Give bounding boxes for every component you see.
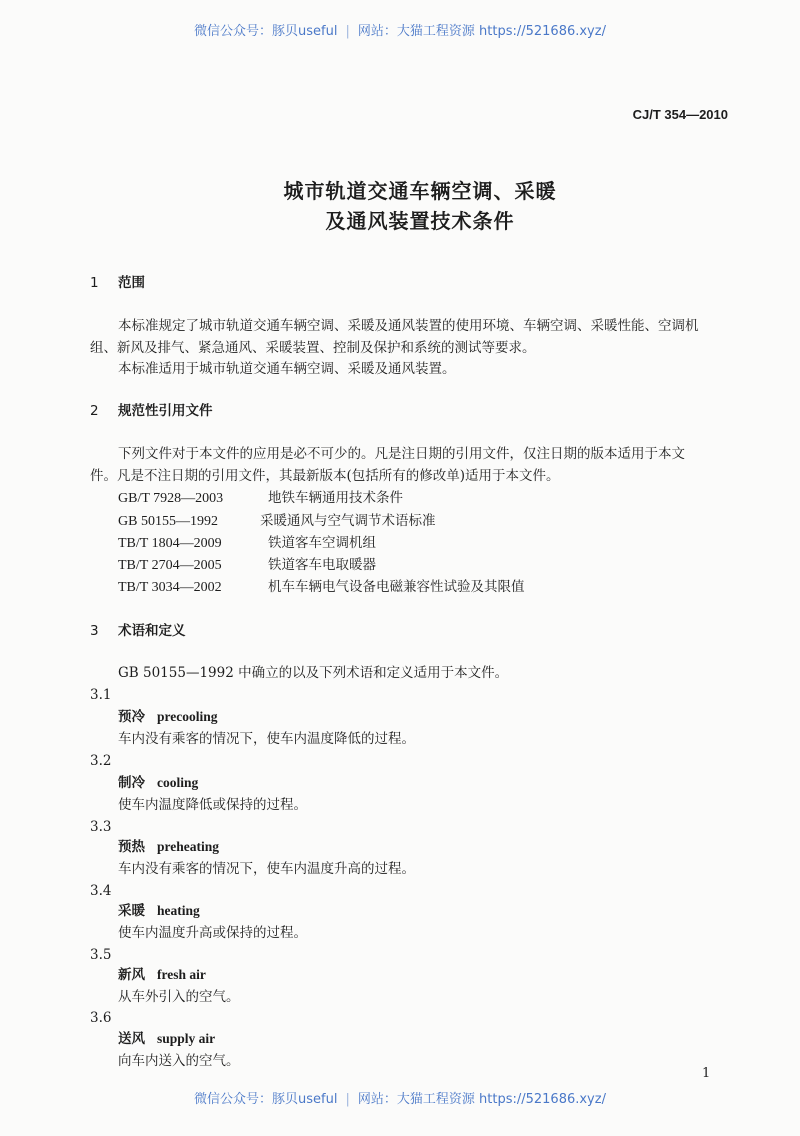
term-number: 3.6 <box>90 1010 112 1026</box>
term-number: 3.5 <box>90 947 112 963</box>
term-zh: 送风 <box>118 1031 145 1047</box>
term-zh: 预热 <box>118 839 145 855</box>
term-definition: 车内没有乘客的情况下，使车内温度升高的过程。 <box>118 861 415 877</box>
watermark-footer <box>0 1088 800 1107</box>
reference-item <box>118 489 403 508</box>
reference-title: 机车车辆电气设备电磁兼容性试验及其限值 <box>268 579 525 595</box>
term-definition: 向车内送入的空气。 <box>118 1053 240 1069</box>
section-intro: GB 50155—1992 中确立的以及下列术语和定义适用于本文件。 <box>118 665 509 681</box>
reference-code: TB/T 1804—2009 <box>118 536 222 551</box>
term-zh: 采暖 <box>118 903 145 919</box>
watermark-separator: | <box>345 1092 350 1107</box>
term-en: cooling <box>157 775 199 790</box>
reference-item <box>118 578 525 597</box>
term-heading <box>118 1030 215 1048</box>
section-title: 术语和定义 <box>118 623 186 639</box>
term-number: 3.4 <box>90 883 112 899</box>
term-heading <box>118 966 206 984</box>
watermark-separator: | <box>345 24 350 39</box>
reference-item <box>118 556 376 575</box>
paragraph-line: 件。凡是不注日期的引用文件，其最新版本(包括所有的修改单)适用于本文件。 <box>90 468 560 484</box>
reference-item <box>118 534 376 553</box>
term-number: 3.1 <box>90 687 112 703</box>
term-en: heating <box>157 903 200 918</box>
page-number: 1 <box>702 1066 711 1081</box>
term-en: fresh air <box>157 967 206 982</box>
term-number: 3.3 <box>90 819 112 835</box>
section-title: 范围 <box>118 275 145 291</box>
paragraph-line: 本标准规定了城市轨道交通车辆空调、采暖及通风装置的使用环境、车辆空调、采暖性能、空调机 <box>118 318 699 334</box>
term-heading <box>118 838 219 856</box>
reference-code: GB/T 7928—2003 <box>118 491 224 506</box>
term-definition: 车内没有乘客的情况下，使车内温度降低的过程。 <box>118 731 415 747</box>
watermark-left: 微信公众号：豚贝useful <box>194 24 338 39</box>
section-number: 3 <box>90 623 99 639</box>
term-en: preheating <box>157 839 220 854</box>
document-title-line-2: 及通风装置技术条件 <box>325 209 515 233</box>
term-zh: 制冷 <box>118 775 145 791</box>
watermark-right: 网站：大猫工程资源 https://521686.xyz/ <box>357 24 606 39</box>
term-en: supply air <box>157 1031 216 1046</box>
section-title: 规范性引用文件 <box>118 403 213 419</box>
reference-item <box>118 512 436 531</box>
watermark-right: 网站：大猫工程资源 https://521686.xyz/ <box>357 1092 606 1107</box>
term-definition: 从车外引入的空气。 <box>118 989 240 1005</box>
term-zh: 预冷 <box>118 709 145 725</box>
section-heading-3 <box>90 622 186 640</box>
standard-number: CJ/T 354—2010 <box>632 107 728 122</box>
reference-title: 采暖通风与空气调节术语标准 <box>260 513 436 529</box>
reference-code: TB/T 3034—2002 <box>118 580 222 595</box>
term-definition: 使车内温度升高或保持的过程。 <box>118 925 307 941</box>
watermark-left: 微信公众号：豚贝useful <box>194 1092 338 1107</box>
term-zh: 新风 <box>118 967 145 983</box>
section-number: 2 <box>90 403 99 419</box>
term-heading <box>118 902 200 920</box>
section-heading-2 <box>90 402 213 420</box>
section-heading-1 <box>90 274 145 292</box>
reference-title: 地铁车辆通用技术条件 <box>268 490 403 506</box>
paragraph-line: 下列文件对于本文件的应用是必不可少的。凡是注日期的引用文件，仅注日期的版本适用于本文 <box>118 446 685 462</box>
paragraph-line: 本标准适用于城市轨道交通车辆空调、采暖及通风装置。 <box>118 361 456 377</box>
term-en: precooling <box>157 709 218 724</box>
reference-title: 铁道客车空调机组 <box>268 535 376 551</box>
document-title-line-1: 城市轨道交通车辆空调、采暖 <box>283 179 557 203</box>
reference-code: GB 50155—1992 <box>118 514 218 529</box>
term-definition: 使车内温度降低或保持的过程。 <box>118 797 307 813</box>
paragraph-line: 组、新风及排气、紧急通风、采暖装置、控制及保护和系统的测试等要求。 <box>90 340 536 356</box>
watermark-header <box>0 20 800 39</box>
term-heading <box>118 708 218 726</box>
reference-title: 铁道客车电取暖器 <box>268 557 376 573</box>
term-number: 3.2 <box>90 753 112 769</box>
reference-code: TB/T 2704—2005 <box>118 558 222 573</box>
term-heading <box>118 774 198 792</box>
section-number: 1 <box>90 275 99 291</box>
